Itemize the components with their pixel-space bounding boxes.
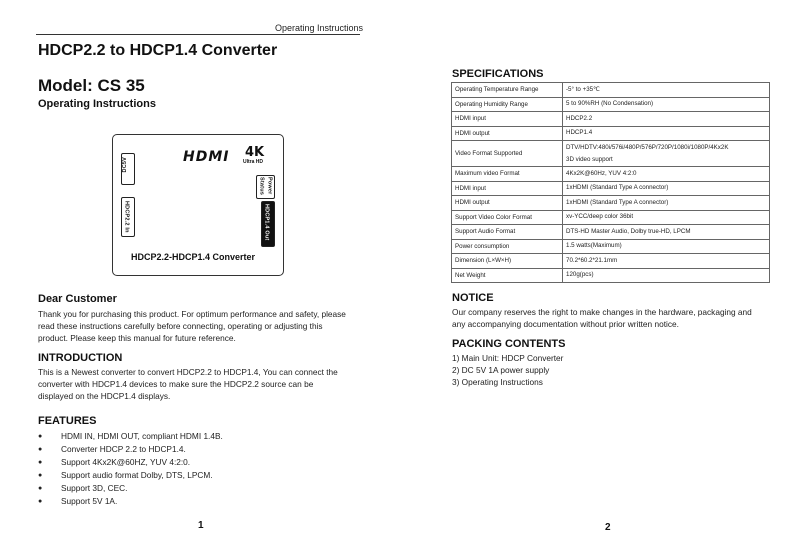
table-row: [452, 97, 770, 112]
product-title: HDCP2.2 to HDCP1.4 Converter: [38, 42, 278, 59]
list-item: 3) Operating Instructions: [452, 377, 543, 387]
page-number-right: 2: [605, 522, 611, 533]
hdmi-logo: HDMI: [183, 149, 230, 165]
spec-key: HDMI input: [452, 181, 563, 196]
spec-value-line: 5 to 90%RH (No Condensation): [566, 100, 654, 108]
spec-key: HDMI input: [452, 112, 563, 127]
spec-value-line: 120g(pcs): [566, 271, 594, 279]
spec-key: HDMI output: [452, 196, 563, 211]
badge-ultra-hd: Ultra HD: [243, 159, 264, 165]
intro-line: displayed on the HDCP1.4 displays.: [38, 391, 171, 401]
spec-value: [563, 181, 770, 196]
list-item: ● Support 5V 1A.: [38, 495, 358, 508]
table-row: [452, 239, 770, 254]
spec-key: Operating Humidity Range: [452, 97, 563, 112]
table-row: [452, 210, 770, 225]
dear-paragraph: [38, 308, 368, 344]
notice-line: Our company reserves the right to make changes in the hardware, packaging and: [452, 307, 752, 317]
spec-key: HDMI output: [452, 126, 563, 141]
spec-value: [563, 126, 770, 141]
spec-value-line: -5° to +35℃: [566, 85, 601, 93]
table-row: [452, 268, 770, 283]
dear-line: product. Please keep this manual for future reference.: [38, 333, 236, 343]
spec-value-line: 1xHDMI (Standard Type A connector): [566, 184, 669, 192]
hdmi-in-port-label: HDCP2.2 In: [123, 201, 130, 233]
table-row: [452, 181, 770, 196]
spec-value-line: DTS-HD Master Audio, Dolby true-HD, LPCM: [566, 227, 691, 235]
features-list: [38, 430, 358, 508]
notice-paragraph: [452, 306, 792, 330]
spec-key: Video Format Supported: [452, 141, 563, 167]
packing-heading: PACKING CONTENTS: [452, 338, 566, 350]
table-row: [452, 167, 770, 182]
spec-value-line: HDCP1.4: [566, 129, 593, 137]
list-item: ● Support audio format Dolby, DTS, LPCM.: [38, 469, 358, 482]
spec-value-line: HDCP2.2: [566, 114, 593, 122]
list-item: ● Support 4Kx2K@60HZ, YUV 4:2:0.: [38, 456, 358, 469]
table-row: [452, 126, 770, 141]
specs-table: [451, 82, 770, 283]
spec-value-line: 1xHDMI (Standard Type A connector): [566, 198, 669, 206]
list-item: 1) Main Unit: HDCP Converter: [452, 353, 564, 363]
spec-value: [563, 210, 770, 225]
spec-value: [563, 141, 770, 167]
power-label: Power: [266, 177, 273, 195]
model-title: Model: CS 35: [38, 76, 145, 95]
list-item: ● HDMI IN, HDMI OUT, compliant HDMI 1.4B.: [38, 430, 358, 443]
device-caption: HDCP2.2-HDCP1.4 Converter: [131, 252, 256, 262]
spec-value-line: 70.2*60.2*21.1mm: [566, 256, 618, 264]
spec-value-line: 1.5 watts(Maximum): [566, 242, 622, 250]
header-rule: [36, 34, 360, 35]
spec-value: [563, 167, 770, 182]
spec-key: Operating Temperature Range: [452, 83, 563, 98]
spec-value: [563, 225, 770, 240]
intro-heading: INTRODUCTION: [38, 352, 123, 364]
spec-key: Power consumption: [452, 239, 563, 254]
packing-list: [452, 352, 752, 388]
spec-value: [563, 97, 770, 112]
spec-value-line: DTV/HDTV:480i/576i/480P/576P/720P/1080i/1080P/4Kx2K: [566, 143, 729, 151]
spec-value: [563, 83, 770, 98]
dear-line: Thank you for purchasing this product. For optimum performance and safety, please: [38, 309, 346, 319]
dear-line: read these instructions carefully before connecting, operating or adjusting this: [38, 321, 323, 331]
spec-key: Dimension (L×W×H): [452, 254, 563, 269]
spec-value-line: 4Kx2K@60Hz, YUV 4:2:0: [566, 169, 637, 177]
list-item: ● Support 3D, CEC.: [38, 482, 358, 495]
specs-heading: SPECIFICATIONS: [452, 68, 544, 80]
list-item: ● Converter HDCP 2.2 to HDCP1.4.: [38, 443, 358, 456]
spec-key: Net Weight: [452, 268, 563, 283]
spec-value: [563, 254, 770, 269]
intro-paragraph: [38, 366, 368, 402]
device-illustration: [112, 134, 284, 276]
table-row: [452, 141, 770, 167]
list-item: 2) DC 5V 1A power supply: [452, 365, 550, 375]
badge-4k: 4K: [245, 145, 265, 160]
table-row: [452, 83, 770, 98]
spec-key: Support Audio Format: [452, 225, 563, 240]
dear-heading: Dear Customer: [38, 293, 117, 305]
dc-port-label: DC5V: [122, 157, 128, 173]
spec-value-line: xv-YCC/deep color 36bit: [566, 213, 634, 221]
spec-value: [563, 268, 770, 283]
spec-value: [563, 112, 770, 127]
intro-line: This is a Newest converter to convert HDCP2.2 to HDCP1.4, You can connect the: [38, 367, 338, 377]
running-header: Operating Instructions: [275, 23, 364, 33]
page-number-left: 1: [198, 520, 204, 531]
spec-value: [563, 196, 770, 211]
spec-key: Maximum video Format: [452, 167, 563, 182]
spec-key: Support Video Color Format: [452, 210, 563, 225]
spec-value: [563, 239, 770, 254]
intro-line: converter with HDCP1.4 devices to make sure the HDCP2.2 source can be: [38, 379, 314, 389]
table-row: [452, 112, 770, 127]
notice-line: any accompanying documentation without prior written notice.: [452, 319, 679, 329]
subtitle: Operating Instructions: [38, 98, 156, 110]
notice-heading: NOTICE: [452, 292, 494, 304]
table-row: [452, 225, 770, 240]
hdmi-out-port-label: HDCP1.4 Out: [263, 204, 270, 241]
features-heading: FEATURES: [38, 415, 97, 427]
table-row: [452, 196, 770, 211]
table-row: [452, 254, 770, 269]
status-label: Status: [258, 177, 265, 196]
spec-value-line: 3D video support: [566, 155, 613, 163]
